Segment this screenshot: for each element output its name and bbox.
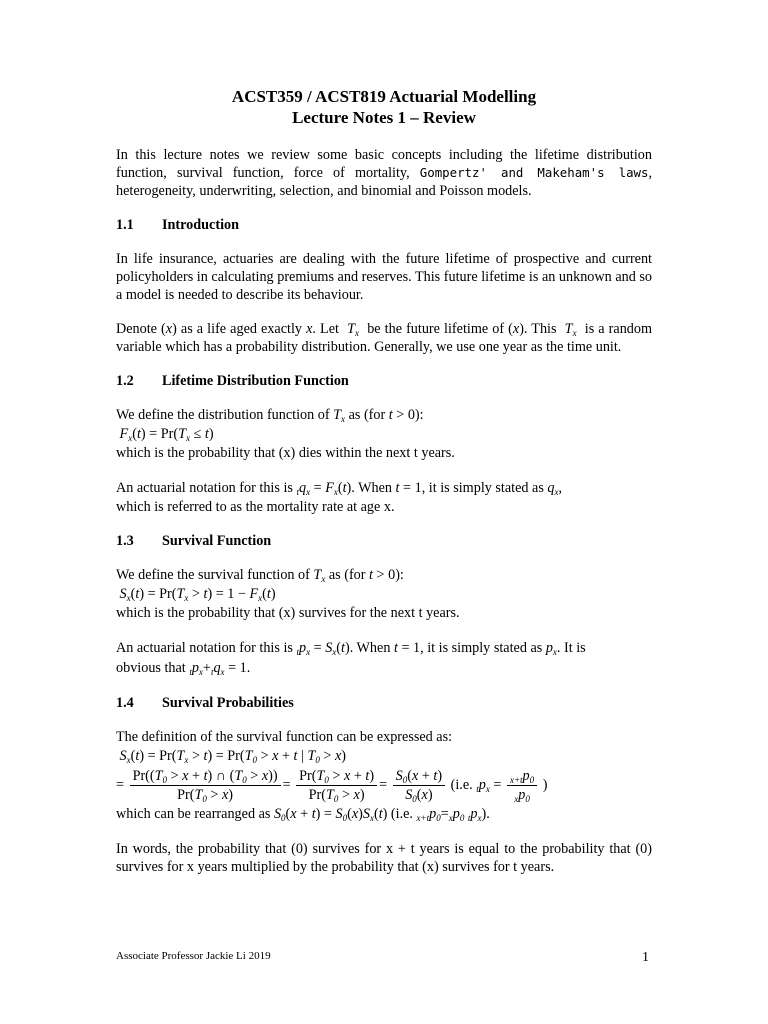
introduction-paragraph-2: Denote (x) as a life aged exactly x. Let $T_x$ be the future lifetime of (x). This $T_x$ is a random variable which has a probability distribution. Generally, we use one year as the time unit. [116, 321, 653, 355]
mortality-rate-meaning: which is referred to as the mortality rate at age x. [116, 499, 395, 515]
section-heading-survival-probabilities: 1.4 Survival Probabilities [116, 695, 294, 711]
survival-probabilities-intro: The definition of the survival function can be expressed as: [116, 729, 453, 745]
section-heading-lifetime-distribution: 1.2 Lifetime Distribution Function [116, 373, 349, 389]
survival-notation-text: An actuarial notation for this is $_tp_x = S_x(t)$. When t = 1, it is simply stated as $p_x$. It is [116, 640, 586, 657]
intro-paragraph: In this lecture notes we review some basic concepts including the lifetime distribution function, survival function, force of mortality, Gompertz' and Makeham's laws, heterogeneity, underwriting, selection, and binomial and Poisson models. [116, 147, 652, 199]
rearranged-text: which can be rearranged as $S_0(x + t) = S_0(x)S_x(t)$ (i.e. $_{x+t}p_0=_xp_0$ $_tp_x$). [116, 806, 490, 824]
distribution-function-meaning: which is the probability that (x) dies within the next t years. [116, 445, 455, 461]
document-page [116, 86, 652, 876]
introduction-paragraph-1: In life insurance, actuaries are dealing with the future lifetime of prospective and current policyholders in calculating premiums and reserves. This future lifetime is an unknown and so a model is needed to describe its behaviour. [116, 251, 652, 303]
footer-author: Associate Professor Jackie Li 2019 [116, 950, 271, 962]
section-heading-survival-function: 1.3 Survival Function [116, 533, 272, 549]
distribution-function-equation: $F_x(t) = Pr(T_x \le t)$ [116, 426, 214, 443]
survival-expansion-equation: $S_x(t) = Pr(T_x > t) = Pr(T_0 > x + t$ | $T_0 > x$) [116, 748, 346, 765]
survival-ratio-equation: = $\frac{Pr((T_0 > x + t) \cap (T_0 > x))}{Pr(T_0 > x)}$ = $\frac{Pr(T_0 > x + t)}{Pr(T_0 > x)}$ = $\frac{S_0(x + t)}{S_0(x)}$ (i.e. $_tp_x$ = $\frac{_{x+t}p_0}{_xp_0}$ ) [116, 768, 548, 805]
mortality-notation-text: An actuarial notation for this is $_tq_x = F_x(t)$. When t = 1, it is simply stated as $q_x$, [116, 480, 563, 497]
survival-function-meaning: which is the probability that (x) survives for the next t years. [116, 605, 460, 621]
lifetime-definition-text: We define the distribution function of $T_x$ as (for t > 0): [116, 407, 424, 424]
survival-definition-text: We define the survival function of $T_x$ as (for t > 0): [116, 567, 404, 584]
course-title: ACST359 / ACST819 Actuarial Modelling [231, 87, 537, 106]
survival-function-equation: $S_x(t) = Pr(T_x > t) = 1 - F_x(t)$ [116, 586, 276, 603]
section-heading-introduction: 1.1 Introduction [116, 217, 239, 233]
survival-words-paragraph: In words, the probability that (0) survives for x + t years is equal to the probability that (0) survives for x years multiplied by the probability that (x) survives for t years. [116, 841, 652, 876]
survival-identity-text: obvious that $_tp_x+_tq_x = 1$. [116, 660, 251, 677]
lecture-title: Lecture Notes 1 – Review [292, 108, 476, 127]
page-number: 1 [642, 950, 649, 965]
